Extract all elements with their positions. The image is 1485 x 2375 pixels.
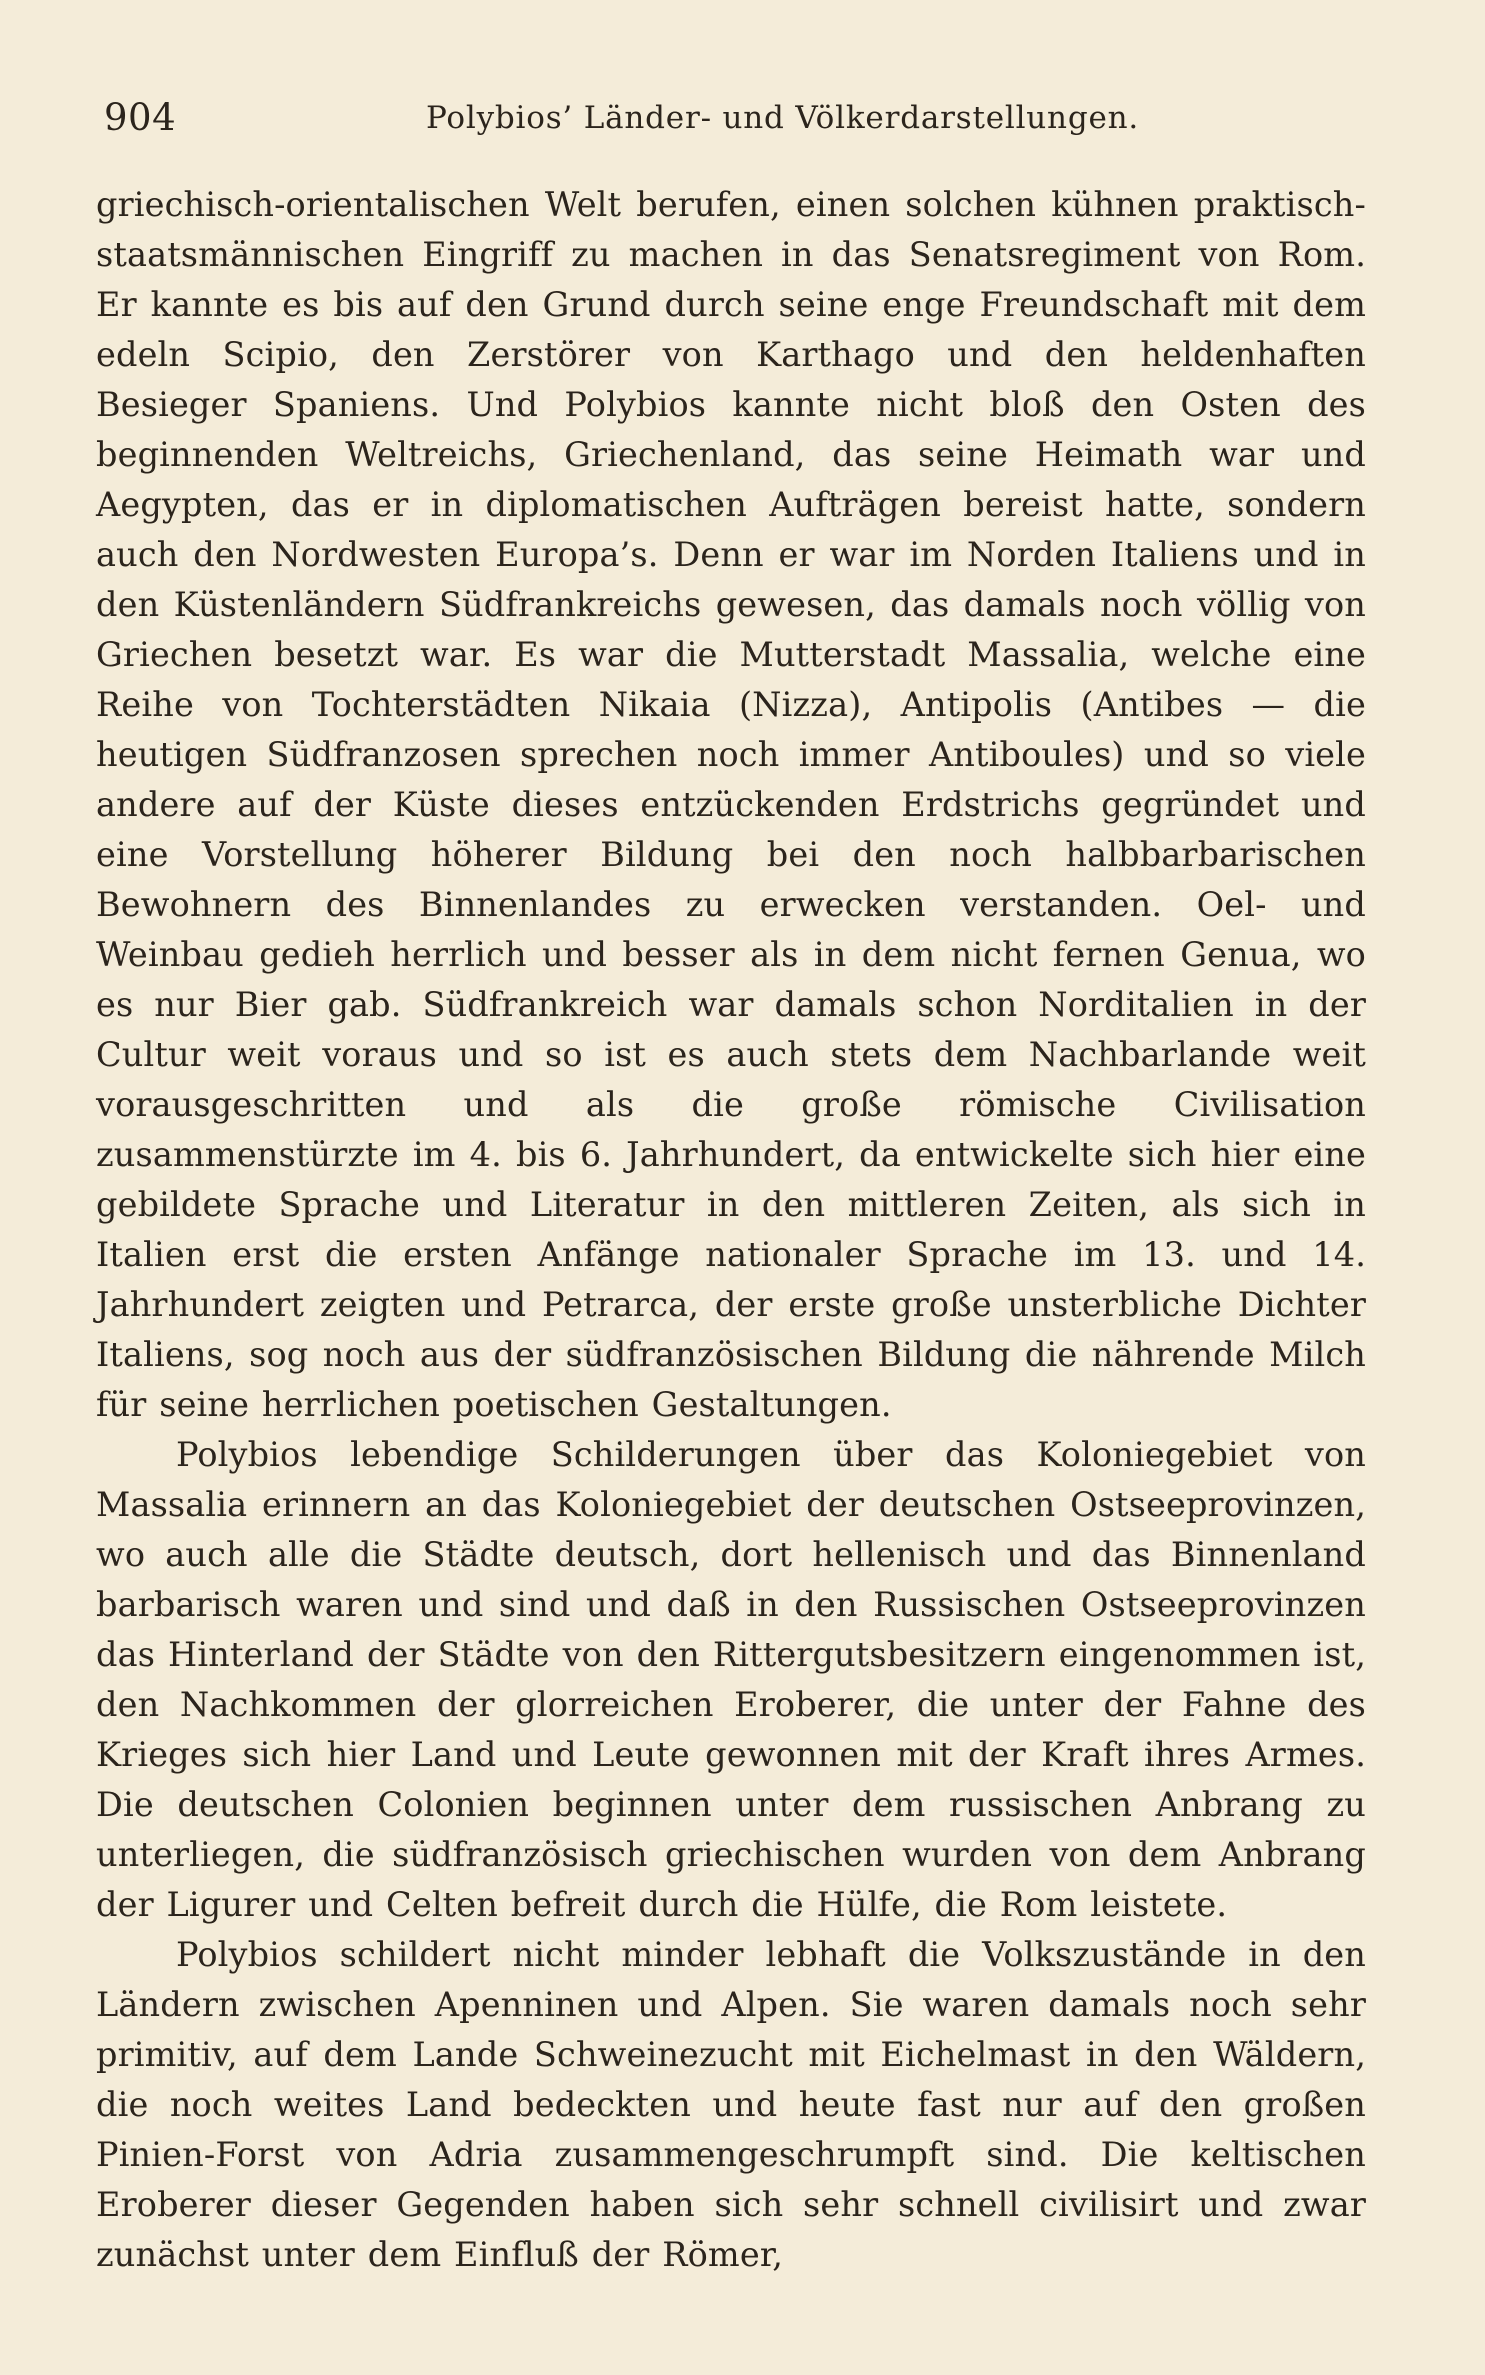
paragraph-1: griechisch-orientalischen Welt berufen, einen solchen kühnen praktisch-staatsmännischen Eingriff zu machen in das Senatsregiment von Rom. Er kannte es bis auf den Grund durch seine enge Freundschaft mit dem edeln Scipio, den Zerstörer von Karthago und den heldenhaften Besieger Spaniens. Und Polybios kannte nicht bloß den Osten des beginnenden Weltreichs, Griechenland, das seine Heimath war und Aegypten, das er in diplomatischen Aufträgen bereist hatte, sondern auch den Nordwesten Europa’s. Denn er war im Norden Italiens und in den Küstenländern Südfrankreichs gewesen, das damals noch völlig von Griechen besetzt war. Es war die Mutterstadt Massalia, welche eine Reihe von Tochterstädten Nikaia (Nizza), Antipolis (Antibes — die heutigen Südfranzosen sprechen noch immer Antiboules) und so viele andere auf der Küste dieses entzückenden Erdstrichs gegründet und eine Vorstellung höherer Bildung bei den noch halbbarbarischen Bewohnern des Binnenlandes zu erwecken verstanden. Oel- und Weinbau gedieh herrlich und besser als in dem nicht fernen Genua, wo es nur Bier gab. Südfrankreich war damals schon Norditalien in der Cultur weit voraus und so ist es auch stets dem Nachbarlande weit vorausgeschritten und als die große römische Civilisation zusammenstürzte im 4. bis 6. Jahrhundert, da entwickelte sich hier eine gebildete Sprache und Literatur in den mittleren Zeiten, als sich in Italien erst die ersten Anfänge nationaler Sprache im 13. und 14. Jahrhundert zeigten und Petrarca, der erste große unsterbliche Dichter Italiens, sog noch aus der südfranzösischen Bildung die nährende Milch für seine herrlichen poetischen Gestaltungen. [96,185,1366,1424]
paragraph-3: Polybios schildert nicht minder lebhaft die Volkszustände in den Ländern zwischen Apenninen und Alpen. Sie waren damals noch sehr primitiv, auf dem Lande Schweinezucht mit Eichelmast in den Wäldern, die noch weites Land bedeckten und heute fast nur auf den großen Pinien-Forst von Adria zusammengeschrumpft sind. Die keltischen Eroberer dieser Gegenden haben sich sehr schnell civilisirt und zwar zunächst unter dem Einfluß der Römer, [96,1935,1366,2274]
page-number: 904 [104,96,177,139]
page-header [96,90,1366,152]
paragraph-2: Polybios lebendige Schilderungen über das Koloniegebiet von Massalia erinnern an das Koloniegebiet der deutschen Ostseeprovinzen, wo auch alle die Städte deutsch, dort hellenisch und das Binnenland barbarisch waren und sind und daß in den Russischen Ostseeprovinzen das Hinterland der Städte von den Rittergutsbesitzern eingenommen ist, den Nachkommen der glorreichen Eroberer, die unter der Fahne des Krieges sich hier Land und Leute gewonnen mit der Kraft ihres Armes. Die deutschen Colonien beginnen unter dem russischen Anbrang zu unterliegen, die südfranzösisch griechischen wurden von dem Anbrang der Ligurer und Celten befreit durch die Hülfe, die Rom leistete. [96,1435,1366,1924]
body-text [96,180,1366,2280]
running-title: Polybios’ Länder- und Völkerdarstellungen. [426,100,1140,136]
book-page [96,90,1366,2280]
